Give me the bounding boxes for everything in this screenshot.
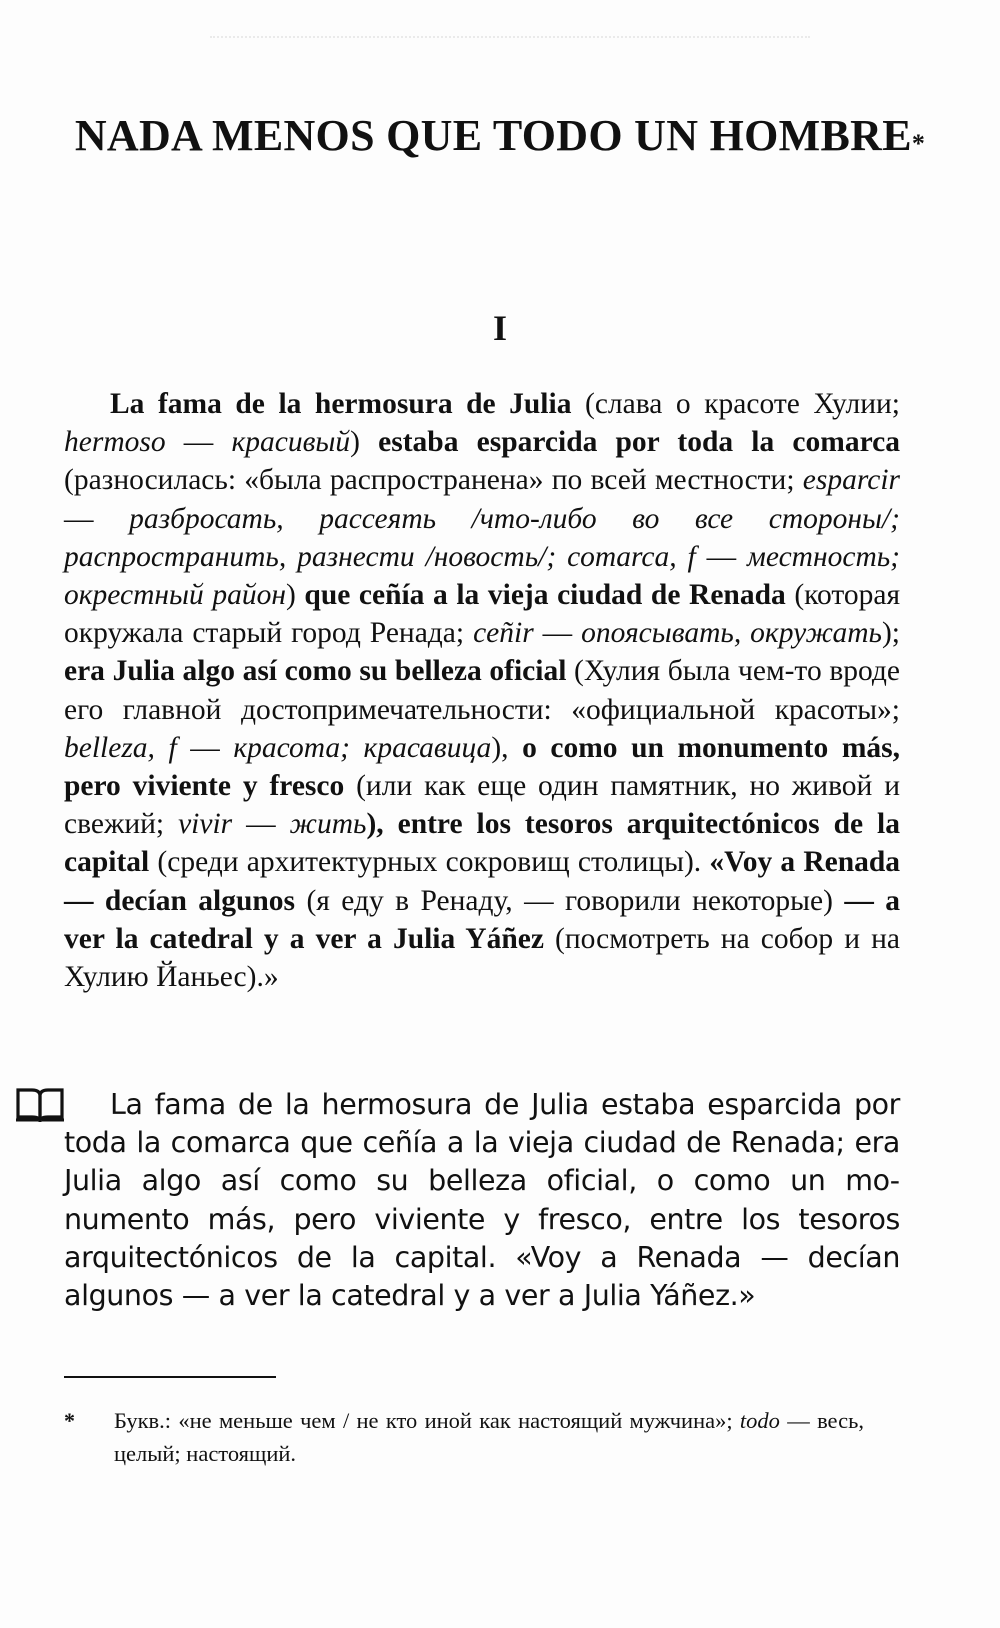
russian-gloss: (я еду в Ренаду, — говорили некоторые) xyxy=(306,884,833,917)
russian-gloss: (посмотреть на собор и на Хулию Йаньес).» xyxy=(64,922,901,994)
story-title-text: NADA MENOS QUE TODO UN HOMBRE xyxy=(74,111,912,160)
footnote-mark: * xyxy=(64,1408,75,1433)
russian-gloss: (которая окружала старый город Ренада; xyxy=(64,579,901,650)
footnote-separator xyxy=(64,1376,276,1378)
gloss-dash: — xyxy=(533,617,582,650)
spanish-phrase: — a ver la catedral y a ver a Julia Yáñez xyxy=(64,884,900,955)
russian-gloss: (Хулия была чем-то вроде его главной достопримечательности: «официальной красоты»; xyxy=(64,655,901,726)
spanish-phrase: entre los tesoros arquitectónicos de la capital xyxy=(64,808,900,879)
gloss-dash: — xyxy=(165,426,232,459)
vocab-translation: разбросать, рассеять /что-либо во все стороны/; распространить, разнести /новость/; comarca, f xyxy=(64,502,901,573)
spanish-phrase: «Voy a Renada — decían algunos xyxy=(64,846,901,917)
running-head-decoration xyxy=(210,28,810,38)
gloss-close: ), xyxy=(366,808,384,841)
vocab-translation: местность; окрестный район xyxy=(64,540,901,612)
russian-gloss: (слава о красоте Хулии; xyxy=(585,388,901,420)
title-footnote-mark: * xyxy=(911,129,926,158)
plain-text-paragraph: La fama de la hermosura de Julia estaba esparcida por toda la comarca que ceñía a la vieja ciudad de Renada; era Julia algo así como su belleza oficial, o como un monumento más, pero viviente y fresco, entre los tesoros arquitectónicos de la capital. «Voy a Renada — decían algunos — a ver la catedral y a ver a Julia Yáñez.» xyxy=(64,1088,900,1313)
gloss-dash: — xyxy=(64,502,94,535)
spanish-phrase: era Julia algo así como su belleza oficial xyxy=(64,655,567,688)
gloss-close: ); xyxy=(881,617,901,650)
footnote-word: todo xyxy=(739,1408,780,1433)
story-title xyxy=(60,108,940,164)
gloss-close: ), xyxy=(491,731,509,764)
vocab-word: belleza, f xyxy=(64,731,177,764)
footnote-body xyxy=(64,1404,864,1470)
spanish-phrase: estaba esparcida por toda la comarca xyxy=(378,426,900,459)
spanish-phrase: que ceñía a la vieja ciudad de Renada xyxy=(304,579,786,612)
footnote-rest: — весь, целый; настоящий. xyxy=(114,1408,864,1466)
open-book-icon xyxy=(14,1086,66,1126)
russian-gloss: (среди архитектурных сокровищ столицы). xyxy=(157,846,702,879)
chapter-number: I xyxy=(492,308,507,348)
vocab-word: hermoso xyxy=(64,426,166,459)
spanish-phrase: La fama de la hermosura de Julia xyxy=(110,388,572,420)
vocab-translation: жить xyxy=(289,808,367,841)
vocab-word: vivir xyxy=(178,808,233,841)
vocab-word: esparcir xyxy=(802,464,900,497)
vocab-translation: красивый xyxy=(231,426,351,459)
vocab-translation: красота; красавица xyxy=(233,731,492,764)
vocab-word: ceñir xyxy=(473,617,534,650)
vocab-translation: опоясывать, окружать xyxy=(581,617,882,650)
gloss-dash: — xyxy=(232,808,290,841)
footnote-lead: Букв.: «не меньше чем / не кто иной как настоящий мужчина»; xyxy=(114,1408,740,1433)
gloss-close: ) xyxy=(350,426,360,459)
spanish-phrase: o como un monumento más, pero viviente y fresco xyxy=(64,731,900,803)
russian-gloss: (разносилась: «была распространена» по всей местности; xyxy=(64,464,803,497)
gloss-dash: — xyxy=(176,731,234,764)
annotated-paragraph xyxy=(64,385,900,996)
gloss-dash: — xyxy=(695,540,748,573)
footnote xyxy=(64,1404,864,1470)
russian-gloss: (или как еще один памятник, но живой и свежий; xyxy=(64,770,900,841)
gloss-close: ) xyxy=(285,579,296,612)
